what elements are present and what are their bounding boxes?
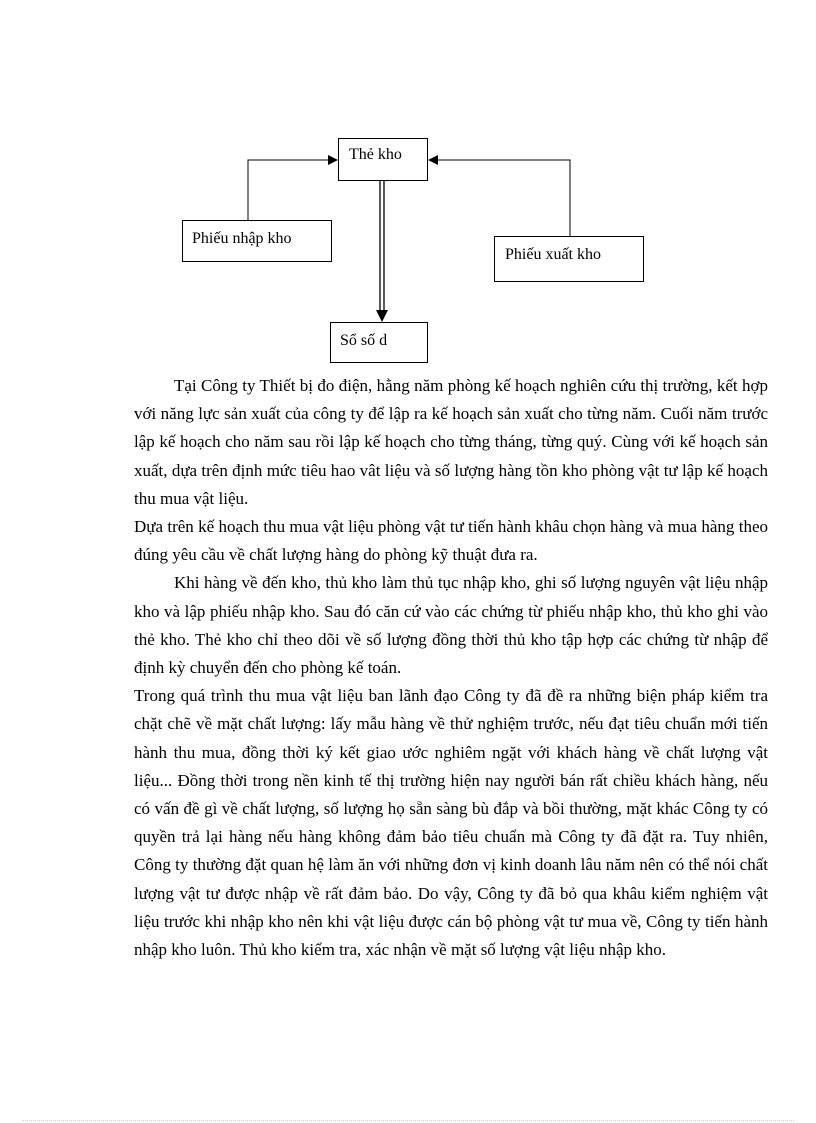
arrowhead-nhap [328,155,338,165]
box-so-so-du [330,322,428,363]
page-bottom-rule [22,1120,794,1121]
body-text [134,372,768,964]
paragraph-1: Tại Công ty Thiết bị đo điện, hằng năm phòng kế hoạch nghiên cứu thị trường, kết hợp với năng lực sản xuất của công ty để lập ra kế hoạch sản xuất cho từng năm. Cuối năm trước lập kế hoạch cho năm sau rồi lập kế hoạch cho từng tháng, từng quý. Cùng với kế hoạch sản xuất, dựa trên định mức tiêu hao vât liệu và số lượng hàng tồn kho phòng vật tư lập kế hoạch thu mua vật liệu. [134,376,768,508]
paragraph-4: Trong quá trình thu mua vật liệu ban lãnh đạo Công ty đã đề ra những biện pháp kiểm tra chặt chẽ về mặt chất lượng: lấy mẫu hàng về thử nghiệm trước, nếu đạt tiêu chuẩn mới tiến hành thu mua, đồng thời ký kết giao ước nghiêm ngặt với khách hàng về chất lượng vật liệu... Đồng thời trong nền kinh tế thị trường hiện nay người bán rất chiều khách hàng, nếu có vấn đề gì về chất lượng, số lượng họ sẵn sàng bù đắp và bồi thường, mặt khác Công ty có quyền trả lại hàng nếu hàng không đảm bảo tiêu chuẩn mà Công ty đã đặt ra. Tuy nhiên, Công ty thường đặt quan hệ làm ăn với những đơn vị kinh doanh lâu năm nên có thể nói chất lượng vật tư được nhập về rất đảm bảo. Do vậy, Công ty đã bỏ qua khâu kiểm nghiệm vật liệu trước khi nhập kho nên khi vật liệu được cán bộ phòng vật tư mua về, Công ty tiến hành nhập kho luôn. Thủ kho kiểm tra, xác nhận về mặt số lượng vật liệu nhập kho. [134,686,768,960]
arrow-nhap-to-the-kho [248,160,330,220]
box-phieu-nhap-kho-label: Phiếu nhập kho [192,230,292,247]
flow-diagram [0,0,816,370]
paragraph-2: Dựa trên kế hoạch thu mua vật liệu phòng vật tư tiến hành khâu chọn hàng và mua hàng theo đúng yêu cầu về chất lượng hàng do phòng kỹ thuật đưa ra. [134,517,768,565]
paragraph-3: Khi hàng về đến kho, thủ kho làm thủ tục nhập kho, ghi số lượng nguyên vật liệu nhập kho và lập phiếu nhập kho. Sau đó căn cứ vào các chứng từ phiếu nhập kho, thủ kho ghi vào thẻ kho. Thẻ kho chỉ theo dõi về số lượng đồng thời thủ kho tập hợp các chứng từ nhập để định kỳ chuyển đến cho phòng kế toán. [134,573,768,678]
arrowhead-xuat [428,155,438,165]
box-the-kho [338,138,428,181]
box-phieu-xuat-kho [494,236,644,282]
box-phieu-xuat-kho-label: Phiếu xuất kho [505,246,601,263]
box-phieu-nhap-kho [182,220,332,262]
arrow-xuat-to-the-kho [436,160,570,236]
box-so-so-du-label: Sổ số d [340,332,388,349]
arrowhead-so-du [376,310,388,322]
box-the-kho-label: Thẻ kho [349,146,402,163]
diagram-connectors [0,0,816,370]
